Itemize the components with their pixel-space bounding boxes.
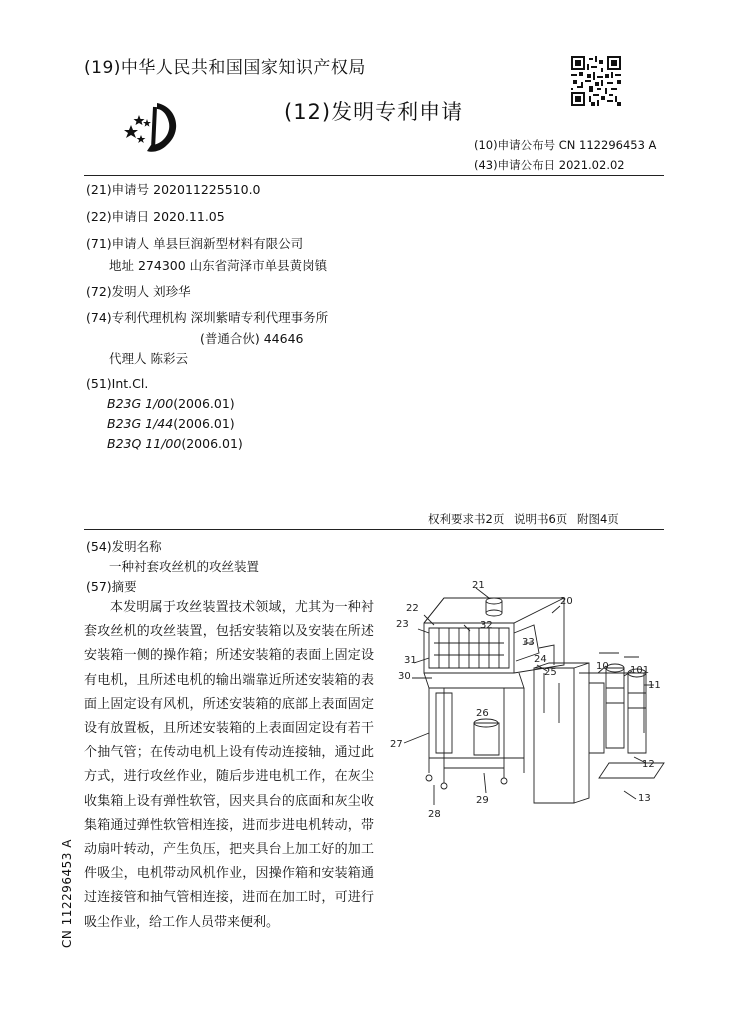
drawing-label: 23 <box>396 619 409 630</box>
ipc-version: (2006.01) <box>181 436 243 451</box>
representative-drawing <box>384 573 684 823</box>
drawing-label: 12 <box>642 759 655 770</box>
patent-agent: 代理人 陈彩云 <box>109 351 188 366</box>
publication-number: (10)申请公布号 CN 112296453 A <box>474 138 657 152</box>
ipc-code: B23Q 11/00 <box>107 436 182 451</box>
applicant-address: 地址 274300 山东省菏泽市单县黄岗镇 <box>109 258 328 273</box>
publication-date: (43)申请公布日 2021.02.02 <box>474 158 625 172</box>
patent-agency: (74)专利代理机构 深圳紫晴专利代理事务所 <box>86 310 329 325</box>
drawing-label: 33 <box>522 637 535 648</box>
page-counts: 权利要求书2页 说明书6页 附图4页 <box>428 512 619 526</box>
drawing-label: 22 <box>406 603 419 614</box>
qr-code <box>571 56 621 106</box>
ipc-version: (2006.01) <box>173 396 235 411</box>
drawing-label: 26 <box>476 708 489 719</box>
cnipa-logo <box>117 95 189 155</box>
applicant: (71)申请人 单县巨润新型材料有限公司 <box>86 236 304 251</box>
ipc-class-3 <box>107 436 243 451</box>
drawing-label: 24 <box>534 654 547 665</box>
side-publication-number: CN 112296453 A <box>60 839 74 948</box>
drawing-label: 21 <box>472 580 485 591</box>
drawing-label: 20 <box>560 596 573 607</box>
drawing-label: 32 <box>480 620 493 631</box>
divider <box>84 175 664 176</box>
ipc-class-1 <box>107 396 235 411</box>
drawing-label: 31 <box>404 655 417 666</box>
abstract-text: 本发明属于攻丝装置技术领域，尤其为一种衬套攻丝机的攻丝装置，包括安装箱以及安装在所述安装箱一侧的操作箱；所述安装箱的表面上固定设有电机，且所述电机的输出端靠近所述安装箱的表面上固定设有风机，所述安装箱的底部上表面固定设有放置板，且所述安装箱的上表面固定设有若干个抽气管；在传动电机上设有传动连接轴，通过此方式，进行攻丝作业，随后步进电机工作，在灰尘收集箱上设有弹性软管，因夹具台的底面和灰尘收集箱通过弹性软管相连接，进而步进电机转动，带动扇叶转动，产生负压，把夹具台上加工好的加工件吸尘，电机带动风机作业，因操作箱和安装箱通过连接管和抽气管相连接，进而在加工时，可进行吸尘作业，给工作人员带来便利。 <box>84 600 374 930</box>
drawing-label: 13 <box>638 793 651 804</box>
drawing-label: 11 <box>648 680 661 691</box>
inventor: (72)发明人 刘珍华 <box>86 284 191 299</box>
invention-title: 一种衬套攻丝机的攻丝装置 <box>109 559 260 574</box>
drawing-label: 25 <box>544 667 557 678</box>
ipc-version: (2006.01) <box>173 416 235 431</box>
drawing-label: 101 <box>630 665 650 676</box>
drawing-label: 30 <box>398 671 411 682</box>
intcl-label: (51)Int.Cl. <box>86 376 149 391</box>
office-name: (19)中华人民共和国国家知识产权局 <box>84 58 366 78</box>
ipc-code: B23G 1/00 <box>107 396 174 411</box>
drawing-label: 27 <box>390 739 403 750</box>
drawing-label: 29 <box>476 795 489 806</box>
ipc-code: B23G 1/44 <box>107 416 174 431</box>
patent-agency-code: (普通合伙) 44646 <box>200 331 304 346</box>
drawing-label: 28 <box>428 809 441 820</box>
document-type: (12)发明专利申请 <box>284 100 464 124</box>
abstract-label: (57)摘要 <box>86 579 137 594</box>
drawing-label: 10 <box>596 661 609 672</box>
invention-title-label: (54)发明名称 <box>86 539 162 554</box>
application-date: (22)申请日 2020.11.05 <box>86 209 225 224</box>
divider <box>84 529 664 530</box>
ipc-class-2 <box>107 416 235 431</box>
application-number: (21)申请号 202011225510.0 <box>86 182 261 197</box>
